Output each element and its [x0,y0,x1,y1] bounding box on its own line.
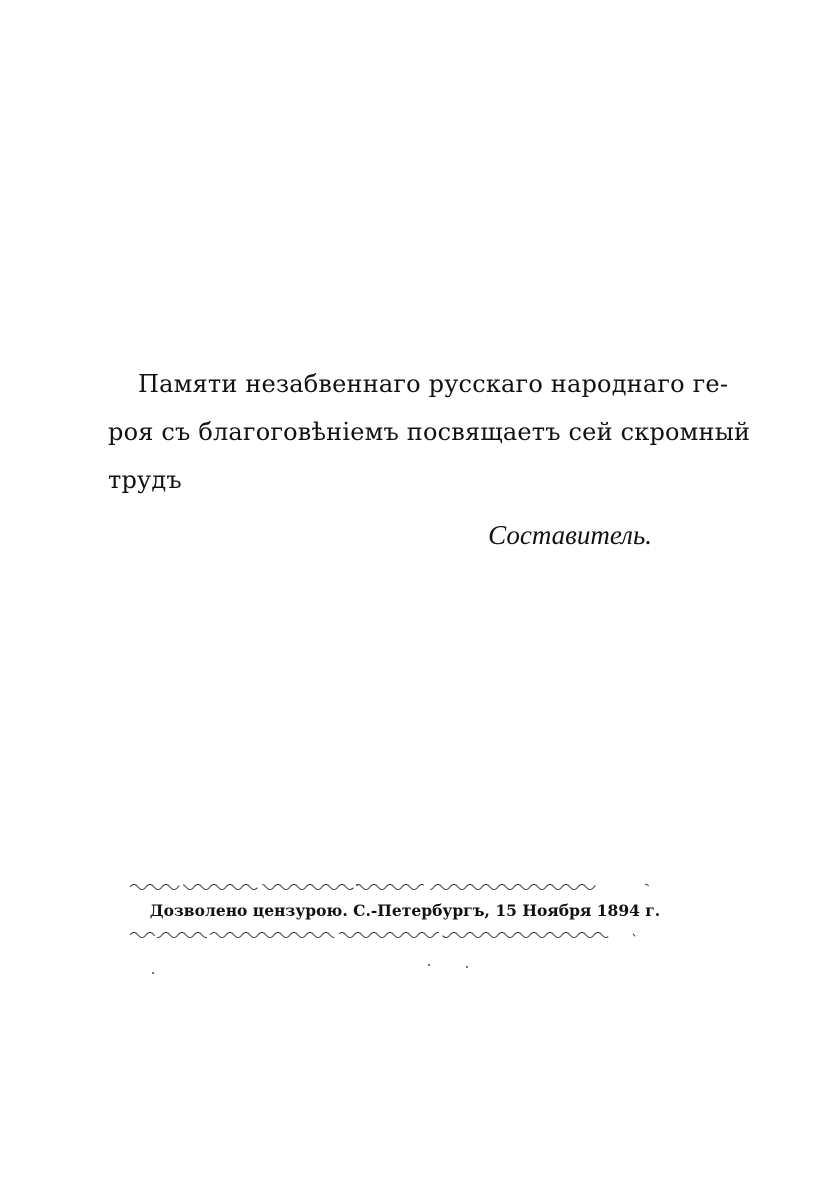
dedication-line-1: Памяти незабвеннаго русскаго народнаго ге- [138,370,729,398]
dedication-line-2: роя съ благоговѣніемъ посвящаетъ сей скромный [108,418,751,446]
dedication-text [108,360,751,504]
dedication-line-3: трудъ [108,466,182,494]
wavy-rule-bottom-icon [130,930,680,940]
signature: Составитель. [488,520,652,550]
wavy-rule-top-icon [130,882,680,892]
print-speck [466,966,468,968]
print-speck [356,884,358,886]
censorship-text: Дозволено цензурою. С.-Петербургъ, 15 Ноября 1894 г. [149,901,661,920]
print-speck [152,972,154,974]
censorship-approval [130,882,680,944]
print-speck [428,964,430,966]
